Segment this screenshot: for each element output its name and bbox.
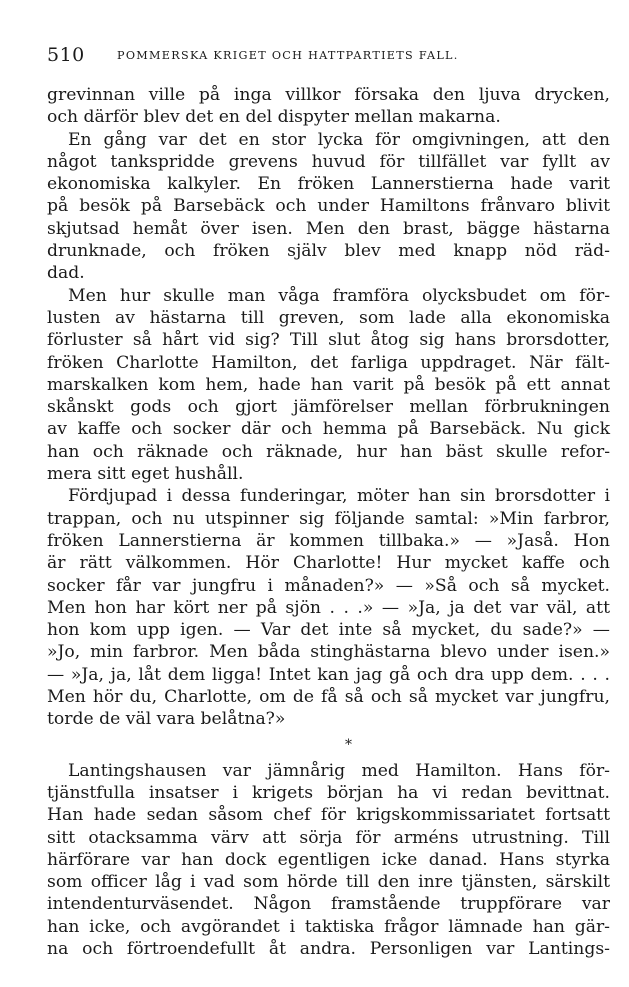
text-line: tjänstfulla insatser i krigets början ha vi redan bevittnat. [47,782,610,803]
text-line: socker får var jungfru i månaden?» — »Så och så mycket. [47,575,610,596]
text-line: mera sitt eget hushåll. [47,464,244,485]
text-line: intendenturväsendet. Någon framstående truppförare var [47,894,610,915]
text-line: drunknade, och fröken själv blev med knapp nöd räd- [47,241,610,262]
page-number: 510 [47,44,85,66]
text-line: på besök på Barsebäck och under Hamiltons frånvaro blivit [47,196,610,217]
text-line: är rätt välkommen. Hör Charlotte! Hur mycket kaffe och [47,553,610,574]
text-line: han icke, och avgörandet i taktiska frågor lämnade han gär- [47,916,610,937]
text-line: skjutsad hemåt över isen. Men den brast, bägge hästarna [47,218,610,239]
text-line: fröken Lannerstierna är kommen tillbaka.» — »Jaså. Hon [47,530,610,551]
running-title: POMMERSKA KRIGET OCH HATTPARTIETS FALL. [117,49,459,62]
text-line: dad. [47,263,85,284]
text-line: En gång var det en stor lycka för omgivningen, att den [68,129,610,150]
text-line: trappan, och nu utspinner sig följande samtal: »Min farbror, [47,508,610,529]
text-line: na och förtroendefullt åt andra. Personligen var Lantings- [47,938,610,959]
text-line: ekonomiska kalkyler. En fröken Lannerstierna hade varit [47,174,610,195]
text-line: »Jo, min farbror. Men båda stinghästarna blevo under isen.» [47,642,610,663]
text-line: Lantingshausen var jämnårig med Hamilton. Hans för- [68,760,610,781]
text-line: sitt otacksamma värv att sörja för arméns utrustning. Till [47,827,610,848]
text-line: fröken Charlotte Hamilton, det farliga uppdraget. När fält- [47,352,610,373]
text-line: härförare var han dock egentligen icke danad. Hans styrka [47,849,610,870]
text-line: Men hon har kört ner på sjön . . .» — »Ja, ja det var väl, att [47,597,610,618]
text-line: grevinnan ville på inga villkor försaka den ljuva drycken, [47,85,610,105]
text-line: lusten av hästarna till greven, som lade alla ekonomiska [47,307,610,328]
text-line: av kaffe och socker där och hemma på Barsebäck. Nu gick [47,419,610,440]
text-line: Han hade sedan såsom chef för krigskommissariatet fortsatt [47,805,610,826]
body-text [47,84,610,960]
text-line: — »Ja, ja, låt dem ligga! Intet kan jag gå och dra upp dem. . . . [47,664,610,685]
text-line: Men hur skulle man våga framföra olycksbudet om för- [68,285,610,306]
text-line: som officer låg i vad som hörde till den inre tjänsten, särskilt [47,872,610,893]
text-line: torde de väl vara belåtna?» [47,709,286,730]
text-line: något tankspridde grevens huvud för tillfället var fyllt av [47,151,610,172]
text-line: skånskt gods och gjort jämförelser mellan förbrukningen [47,397,610,418]
section-separator: * [345,736,352,753]
text-line: Men hör du, Charlotte, om de få så och så mycket var jungfru, [47,687,610,708]
text-line: förluster så hårt vid sig? Till slut åtog sig hans brorsdotter, [47,330,610,351]
text-line: marskalken kom hem, hade han varit på besök på ett annat [47,374,610,395]
page-header [47,44,607,74]
text-line: han och räknade och räknade, hur han bäst skulle refor- [47,441,610,462]
text-line: Fördjupad i dessa funderingar, möter han sin brorsdotter i [68,486,610,507]
text-line: hon kom upp igen. — Var det inte så mycket, du sade?» — [47,620,610,641]
text-line: och därför blev det en del dispyter mellan makarna. [47,107,501,128]
